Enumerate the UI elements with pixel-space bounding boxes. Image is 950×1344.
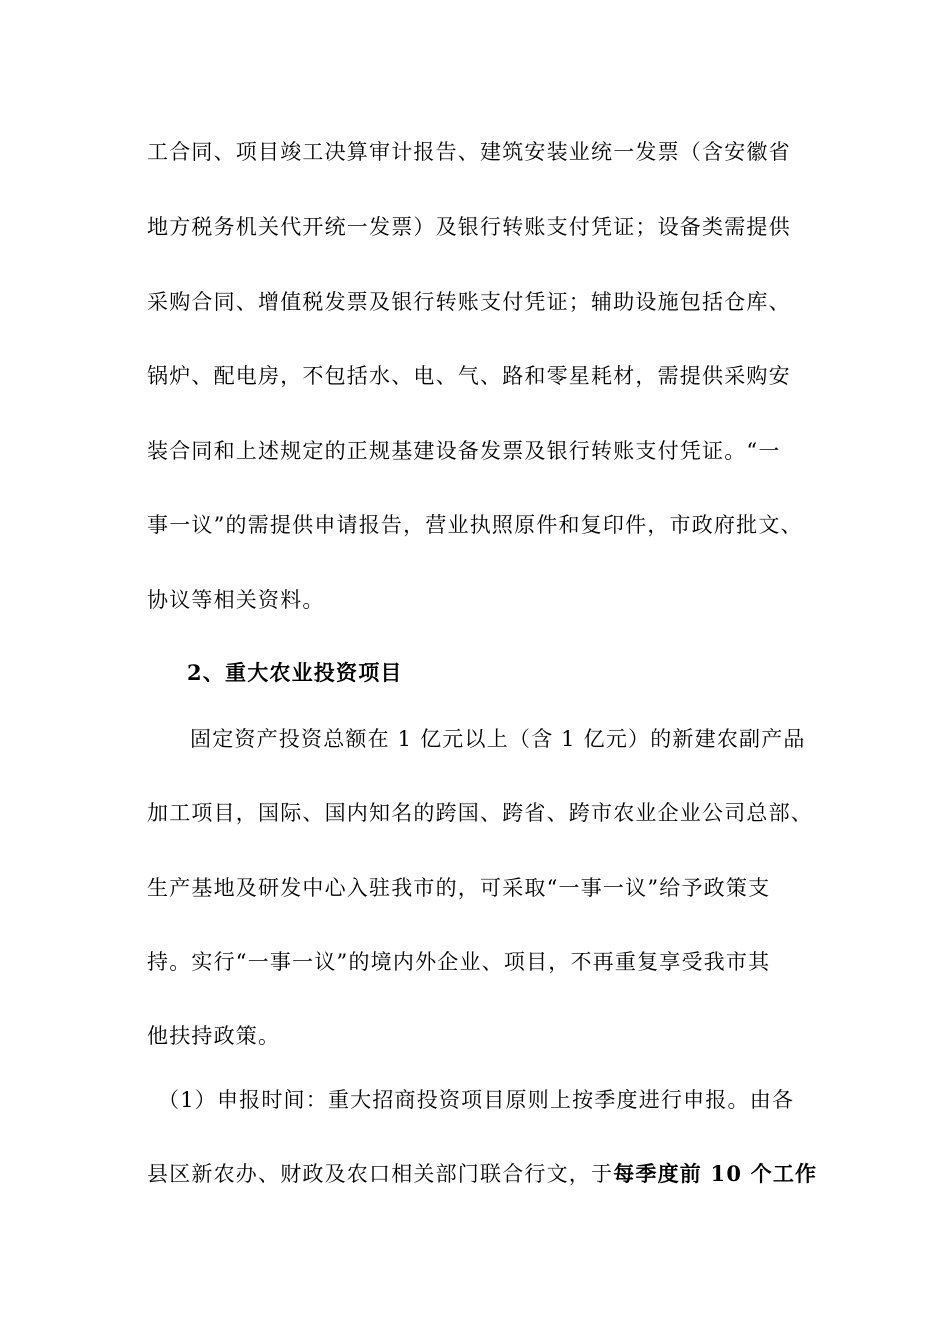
paragraph1-line-3: 采购合同、增值税发票及银行转账支付凭证；辅助设施包括仓库、 (147, 290, 791, 314)
item1-line-2 (147, 1159, 818, 1189)
paragraph1-line-7: 协议等相关资料。 (147, 588, 325, 612)
paragraph1-line-1: 工合同、项目竣工决算审计报告、建筑安装业统一发票（含安徽省 (147, 140, 791, 164)
section2-line-4: 持。实行“一事一议”的境内外企业、项目，不再重复享受我市其 (147, 950, 771, 974)
item1-line-2-normal: 县区新农办、财政及农口相关部门联合行文，于 (147, 1162, 614, 1186)
section2-heading: 2、重大农业投资项目 (187, 660, 403, 685)
section2-line-2: 加工项目，国际、国内知名的跨国、跨省、跨市农业企业公司总部、 (147, 801, 813, 825)
item1-line-1: （1）申报时间：重大招商投资项目原则上按季度进行申报。由各 (158, 1088, 795, 1112)
section2-line-1: 固定资产投资总额在 1 亿元以上（含 1 亿元）的新建农副产品 (190, 727, 806, 751)
paragraph1-line-5: 装合同和上述规定的正规基建设备发票及银行转账支付凭证。“一 (147, 439, 781, 463)
section2-line-3: 生产基地及研发中心入驻我市的，可采取“一事一议”给予政策支 (147, 876, 771, 900)
item1-line-2-bold: 每季度前 10 个工作 (613, 1161, 818, 1186)
paragraph1-line-6: 事一议”的需提供申请报告，营业执照原件和复印件，市政府批文、 (147, 513, 803, 537)
section2-line-5: 他扶持政策。 (147, 1024, 281, 1048)
paragraph1-line-4: 锅炉、配电房，不包括水、电、气、路和零星耗材，需提供采购安 (147, 364, 791, 388)
paragraph1-line-2: 地方税务机关代开统一发票）及银行转账支付凭证；设备类需提供 (147, 215, 791, 239)
